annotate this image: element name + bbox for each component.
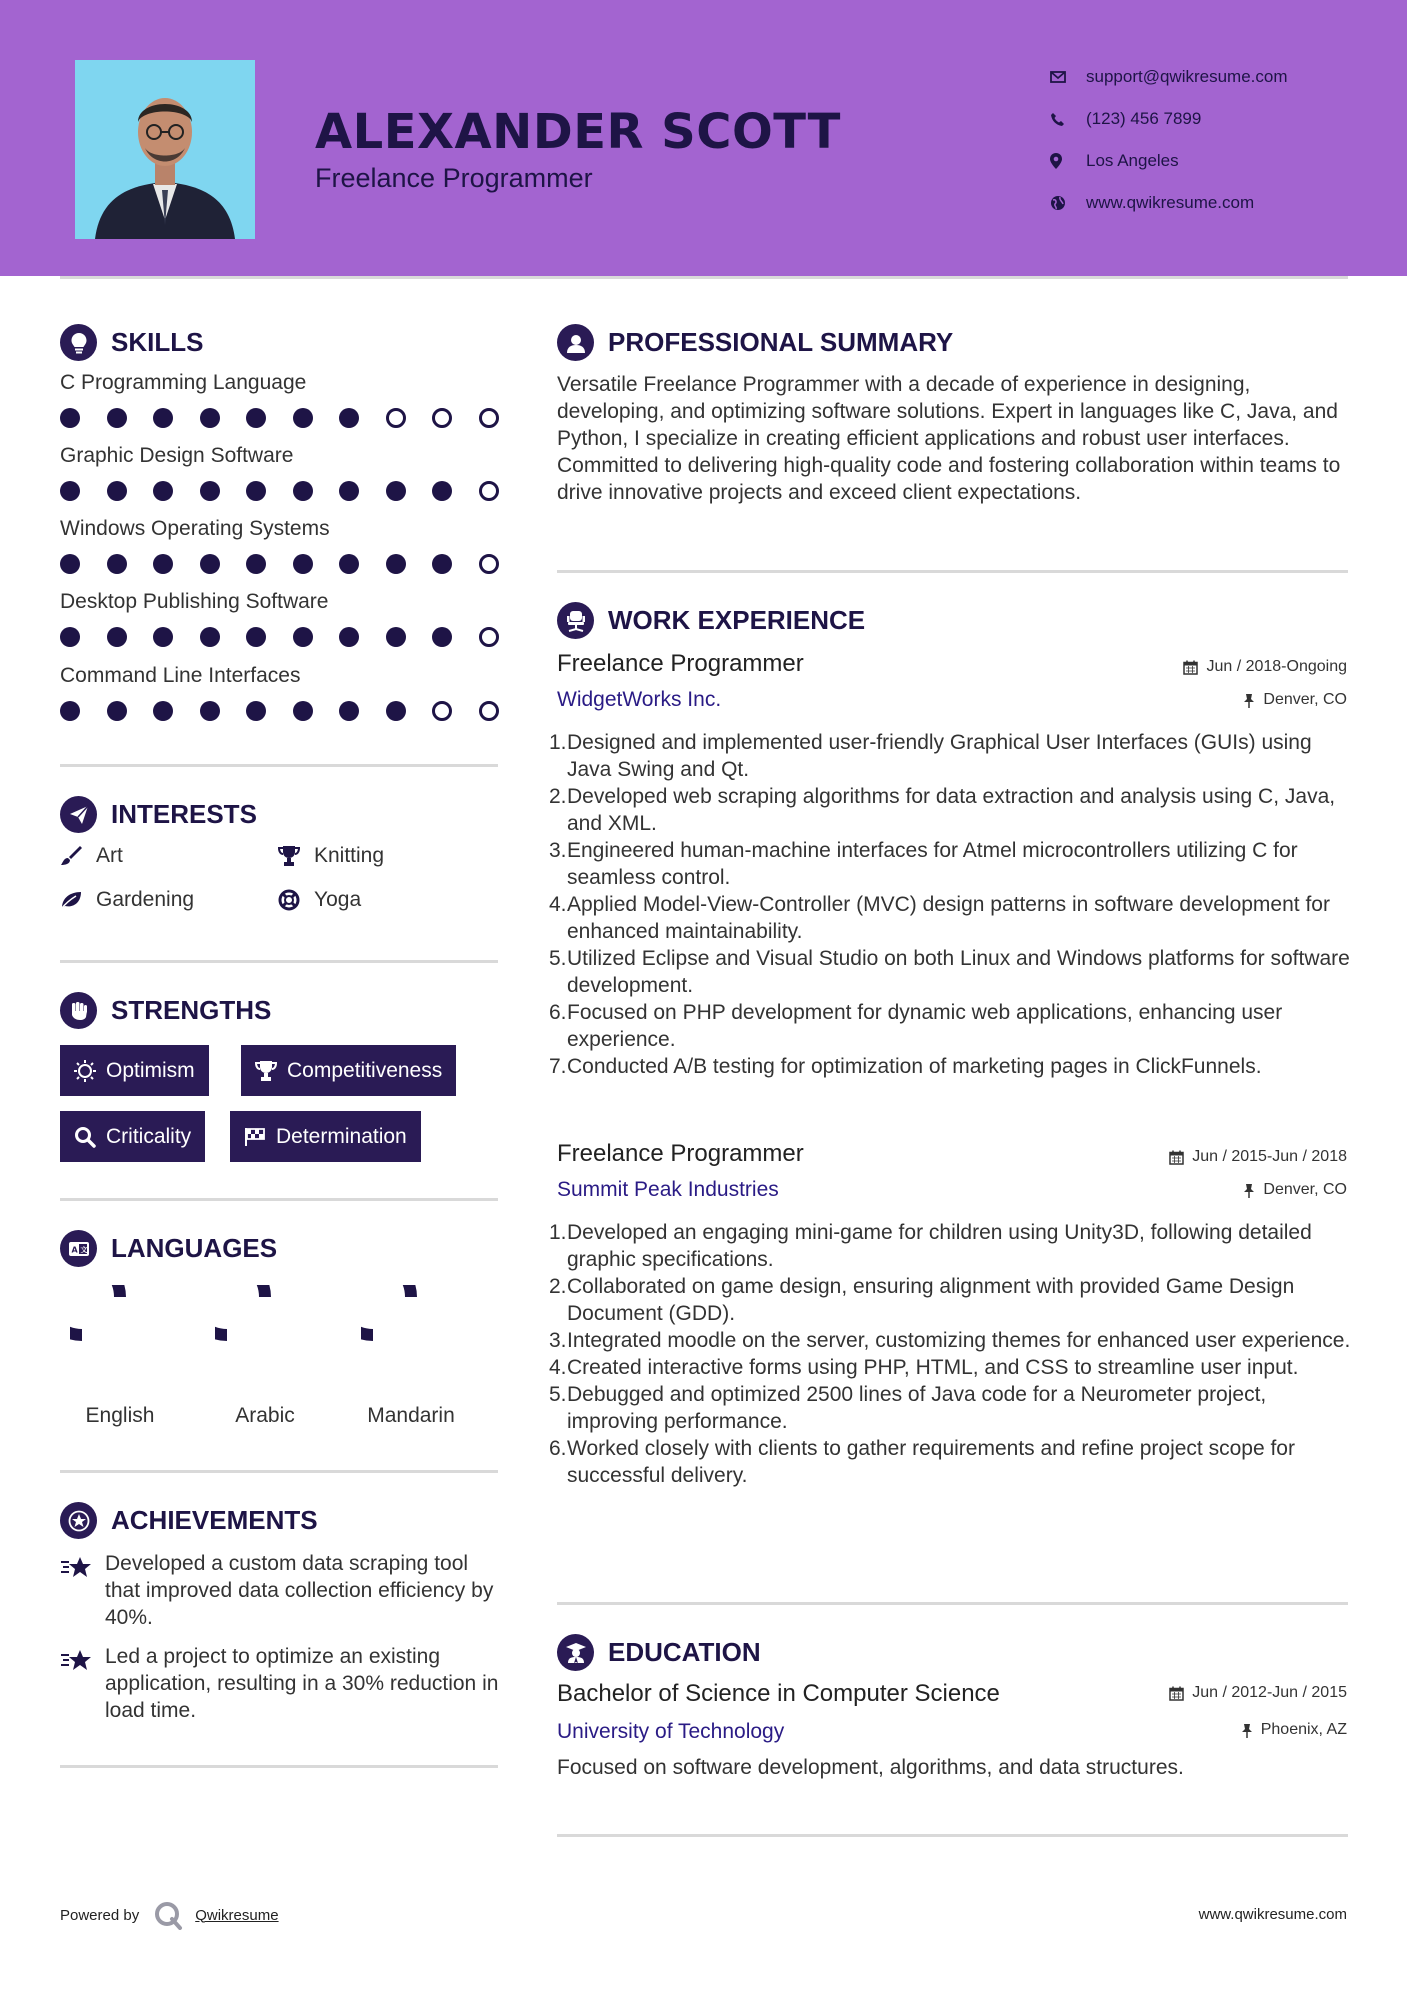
svg-text:A: A bbox=[71, 1245, 78, 1254]
rating-dot-filled bbox=[107, 627, 127, 647]
skill-rating bbox=[60, 554, 525, 574]
education-location: Phoenix, AZ bbox=[1241, 1721, 1347, 1739]
rating-dot-filled bbox=[293, 481, 313, 501]
language-gauge bbox=[215, 1285, 315, 1385]
rating-dot-filled bbox=[293, 408, 313, 428]
interest-yoga: Yoga bbox=[278, 888, 361, 912]
website-text: www.qwikresume.com bbox=[1086, 193, 1255, 212]
job-responsibilities bbox=[549, 729, 1357, 1080]
summary-heading: PROFESSIONAL SUMMARY bbox=[557, 324, 953, 361]
responsibility-item: 6. Focused on PHP development for dynamic web applications, enhancing user experience. bbox=[549, 1001, 1283, 1051]
rating-dot-filled bbox=[386, 701, 406, 721]
footer-website[interactable]: www.qwikresume.com bbox=[1198, 1906, 1347, 1923]
resume-header bbox=[0, 0, 1407, 276]
user-icon bbox=[557, 324, 594, 361]
rating-dot-empty bbox=[479, 481, 499, 501]
rating-dot-filled bbox=[153, 481, 173, 501]
job-location: Denver, CO bbox=[1243, 691, 1347, 709]
rating-dot-filled bbox=[386, 481, 406, 501]
skill-rating bbox=[60, 701, 525, 721]
language-level-arc bbox=[215, 1285, 265, 1335]
contact-location bbox=[1050, 140, 1288, 182]
rating-dot-filled bbox=[200, 408, 220, 428]
envelope-icon bbox=[1050, 71, 1086, 83]
responsibility-item: 2. Collaborated on game design, ensuring alignment with provided Game Design Document (GDD). bbox=[549, 1275, 1295, 1325]
education-description: Focused on software development, algorithms, and data structures. bbox=[557, 1756, 1184, 1779]
rating-dot-filled bbox=[246, 627, 266, 647]
language-label: Mandarin bbox=[367, 1404, 455, 1427]
skills-heading: SKILLS bbox=[60, 324, 203, 361]
rating-dot-filled bbox=[246, 481, 266, 501]
rating-dot-filled bbox=[293, 627, 313, 647]
profile-photo bbox=[75, 60, 255, 239]
calendar-icon bbox=[1169, 1686, 1184, 1701]
search-icon bbox=[74, 1126, 96, 1148]
email-text: support@qwikresume.com bbox=[1086, 67, 1288, 86]
rating-dot-filled bbox=[60, 408, 80, 428]
rating-dot-empty bbox=[432, 408, 452, 428]
education-heading: EDUCATION bbox=[557, 1634, 761, 1671]
trophy-icon bbox=[255, 1060, 277, 1082]
job-dates: Jun / 2018-Ongoing bbox=[1183, 658, 1347, 676]
responsibility-item: 3. Engineered human-machine interfaces for Atmel microcontrollers utilizing C for seamless control. bbox=[549, 839, 1298, 889]
rating-dot-filled bbox=[432, 481, 452, 501]
rating-dot-filled bbox=[432, 627, 452, 647]
interest-knitting: Knitting bbox=[278, 844, 384, 868]
star-badge-icon bbox=[60, 1502, 97, 1539]
rating-dot-filled bbox=[432, 554, 452, 574]
section-divider bbox=[557, 1834, 1348, 1837]
rating-dot-empty bbox=[386, 408, 406, 428]
section-divider bbox=[60, 1470, 498, 1473]
rating-dot-filled bbox=[107, 408, 127, 428]
rating-dot-filled bbox=[246, 408, 266, 428]
calendar-icon bbox=[1183, 660, 1198, 675]
rating-dot-empty bbox=[479, 627, 499, 647]
rating-dot-empty bbox=[479, 408, 499, 428]
qwikresume-logo-icon bbox=[153, 1900, 183, 1930]
language-gauge bbox=[361, 1285, 461, 1385]
contact-email[interactable] bbox=[1050, 56, 1288, 98]
svg-text:文: 文 bbox=[80, 1245, 87, 1254]
phone-text: (123) 456 7899 bbox=[1086, 109, 1202, 128]
rating-dot-filled bbox=[153, 408, 173, 428]
pushpin-icon bbox=[1243, 1183, 1255, 1198]
responsibility-item: 1. Designed and implemented user-friendly Graphical User Interfaces (GUIs) using Java Swing and Qt. bbox=[549, 731, 1312, 781]
pushpin-icon bbox=[1243, 693, 1255, 708]
job-title: Freelance Programmer bbox=[557, 1140, 804, 1167]
language-level-arc bbox=[70, 1285, 120, 1335]
leaf-icon bbox=[60, 890, 96, 910]
rating-dot-filled bbox=[107, 701, 127, 721]
rating-dot-filled bbox=[339, 554, 359, 574]
candidate-title: Freelance Programmer bbox=[315, 163, 593, 193]
language-item bbox=[346, 1285, 476, 1428]
rating-dot-filled bbox=[293, 701, 313, 721]
language-label: English bbox=[85, 1404, 155, 1427]
skill-rating bbox=[60, 408, 525, 428]
contact-phone[interactable] bbox=[1050, 98, 1288, 140]
responsibility-item: 2. Developed web scraping algorithms for data extraction and analysis using C, Java, and XML. bbox=[549, 785, 1336, 835]
section-divider bbox=[60, 764, 498, 767]
rating-dot-filled bbox=[153, 554, 173, 574]
summary-text: Versatile Freelance Programmer with a decade of experience in designing, developing, and optimizing software solutions. Expert in languages like C, Java, and Python, I specialize in creating efficient applications and robust user interfaces. Committed to delivering high-quality code and fostering collaboration within teams to drive innovative projects and exceed client expectations. bbox=[557, 373, 1341, 504]
interests-heading: INTERESTS bbox=[60, 796, 257, 833]
rating-dot-filled bbox=[60, 627, 80, 647]
responsibility-item: 4. Created interactive forms using PHP, HTML, and CSS to streamline user input. bbox=[549, 1356, 1299, 1379]
skill-name: Windows Operating Systems bbox=[60, 517, 330, 540]
contact-website[interactable] bbox=[1050, 182, 1288, 224]
skill-name: C Programming Language bbox=[60, 371, 307, 394]
job-dates: Jun / 2015-Jun / 2018 bbox=[1169, 1148, 1347, 1166]
location-text: Los Angeles bbox=[1086, 151, 1179, 170]
achievement-item: Developed a custom data scraping tool that improved data collection efficiency by 40%. bbox=[60, 1550, 500, 1631]
skill-rating bbox=[60, 481, 525, 501]
skill-name: Command Line Interfaces bbox=[60, 664, 301, 687]
strengths-heading: STRENGTHS bbox=[60, 992, 271, 1029]
achievement-item: Led a project to optimize an existing application, resulting in a 30% reduction in load time. bbox=[60, 1643, 500, 1724]
strength-tag: Optimism bbox=[60, 1045, 209, 1096]
rating-dot-filled bbox=[339, 481, 359, 501]
contact-list bbox=[1050, 56, 1288, 224]
rating-dot-filled bbox=[107, 481, 127, 501]
job-location: Denver, CO bbox=[1243, 1181, 1347, 1199]
graduate-icon bbox=[557, 1634, 594, 1671]
rating-dot-filled bbox=[386, 554, 406, 574]
rating-dot-filled bbox=[200, 627, 220, 647]
section-divider bbox=[60, 1198, 498, 1201]
job-company: WidgetWorks Inc. bbox=[557, 688, 722, 711]
rating-dot-filled bbox=[200, 481, 220, 501]
paper-plane-icon bbox=[60, 796, 97, 833]
responsibility-item: 6. Worked closely with clients to gather requirements and refine project scope for successful delivery. bbox=[549, 1437, 1295, 1487]
job-title: Freelance Programmer bbox=[557, 650, 804, 677]
section-divider bbox=[557, 1602, 1348, 1605]
rating-dot-filled bbox=[293, 554, 313, 574]
section-divider bbox=[60, 960, 498, 963]
languages-heading: A 文 LANGUAGES bbox=[60, 1230, 277, 1267]
education-school: University of Technology bbox=[557, 1720, 785, 1743]
rating-dot-filled bbox=[339, 627, 359, 647]
skill-name: Desktop Publishing Software bbox=[60, 590, 329, 613]
language-icon bbox=[60, 1230, 97, 1267]
qwikresume-link[interactable]: Qwikresume bbox=[195, 1906, 279, 1924]
rating-dot-filled bbox=[60, 481, 80, 501]
section-divider bbox=[60, 1765, 498, 1768]
language-item bbox=[200, 1285, 330, 1428]
rating-dot-filled bbox=[60, 701, 80, 721]
rating-dot-filled bbox=[153, 627, 173, 647]
rating-dot-filled bbox=[246, 701, 266, 721]
responsibility-item: 4. Applied Model-View-Controller (MVC) design patterns in software development for enhanced maintainability. bbox=[549, 893, 1330, 943]
office-chair-icon bbox=[557, 602, 594, 639]
sun-icon bbox=[74, 1060, 96, 1082]
candidate-name: ALEXANDER SCOTT bbox=[315, 104, 841, 160]
rating-dot-empty bbox=[479, 554, 499, 574]
rating-dot-filled bbox=[339, 701, 359, 721]
powered-by-label: Powered by bbox=[60, 1906, 140, 1924]
rating-dot-filled bbox=[386, 627, 406, 647]
interest-art: Art bbox=[60, 844, 123, 868]
skill-name: Graphic Design Software bbox=[60, 444, 294, 467]
globe-icon bbox=[1050, 195, 1086, 211]
language-level-arc bbox=[361, 1285, 411, 1335]
rating-dot-filled bbox=[60, 554, 80, 574]
job-responsibilities bbox=[549, 1219, 1357, 1489]
strength-tag: Competitiveness bbox=[241, 1045, 456, 1096]
education-dates: Jun / 2012-Jun / 2015 bbox=[1169, 1684, 1347, 1702]
calendar-icon bbox=[1169, 1150, 1184, 1165]
language-item bbox=[55, 1285, 185, 1428]
job-company: Summit Peak Industries bbox=[557, 1178, 779, 1201]
language-label: Arabic bbox=[235, 1404, 295, 1427]
rating-dot-filled bbox=[200, 554, 220, 574]
responsibility-item: 3. Integrated moodle on the server, customizing themes for enhanced user experience. bbox=[549, 1329, 1351, 1352]
phone-icon bbox=[1050, 112, 1086, 127]
rating-dot-filled bbox=[200, 701, 220, 721]
interest-gardening: Gardening bbox=[60, 888, 194, 912]
responsibility-item: 7. Conducted A/B testing for optimization of marketing pages in ClickFunnels. bbox=[549, 1055, 1262, 1078]
responsibility-item: 5. Debugged and optimized 2500 lines of Java code for a Neurometer project, improving performance. bbox=[549, 1383, 1267, 1433]
strength-tag: Determination bbox=[230, 1111, 421, 1162]
experience-heading: WORK EXPERIENCE bbox=[557, 602, 865, 639]
map-pin-icon bbox=[1050, 153, 1086, 169]
fist-icon bbox=[60, 992, 97, 1029]
paintbrush-icon bbox=[60, 845, 96, 867]
language-gauge bbox=[70, 1285, 170, 1385]
star-icon bbox=[60, 1643, 105, 1724]
rating-dot-filled bbox=[246, 554, 266, 574]
flag-icon bbox=[244, 1127, 266, 1147]
responsibility-item: 1. Developed an engaging mini-game for children using Unity3D, following detailed graphic specifications. bbox=[549, 1221, 1312, 1271]
strength-tag: Criticality bbox=[60, 1111, 205, 1162]
footer-powered-by bbox=[60, 1900, 279, 1930]
lifebuoy-icon bbox=[278, 889, 314, 911]
responsibility-item: 5. Utilized Eclipse and Visual Studio on both Linux and Windows platforms for software development. bbox=[549, 947, 1350, 997]
skill-rating bbox=[60, 627, 525, 647]
rating-dot-filled bbox=[339, 408, 359, 428]
star-icon bbox=[60, 1550, 105, 1631]
lightbulb-icon bbox=[60, 324, 97, 361]
trophy-icon bbox=[278, 845, 314, 867]
rating-dot-empty bbox=[432, 701, 452, 721]
rating-dot-filled bbox=[153, 701, 173, 721]
pushpin-icon bbox=[1241, 1723, 1253, 1738]
header-divider bbox=[60, 276, 1348, 279]
section-divider bbox=[557, 570, 1348, 573]
rating-dot-empty bbox=[479, 701, 499, 721]
rating-dot-filled bbox=[107, 554, 127, 574]
achievements-heading: ACHIEVEMENTS bbox=[60, 1502, 318, 1539]
education-degree: Bachelor of Science in Computer Science bbox=[557, 1680, 1000, 1707]
